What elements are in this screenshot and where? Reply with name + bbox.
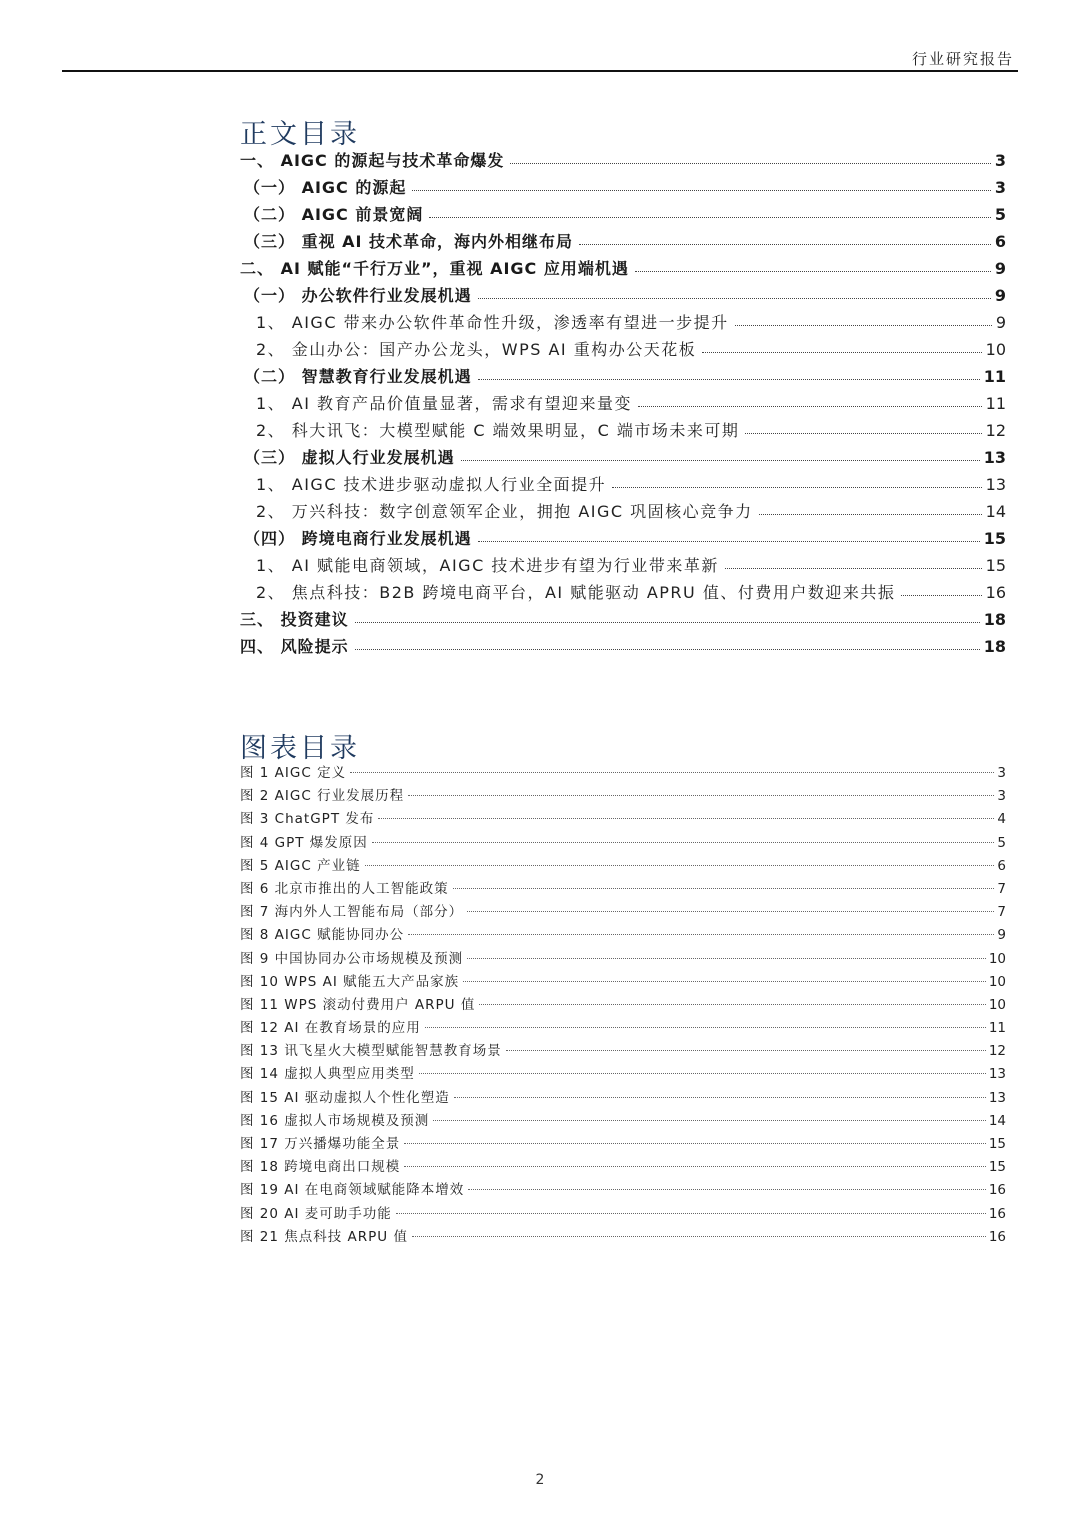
toc-entry-page: 3	[994, 151, 1006, 170]
figure-entry-page: 7	[997, 904, 1006, 921]
figure-entry[interactable]	[240, 1016, 1006, 1039]
toc-entry-label: （三） 重视 AI 技术革命，海内外相继布局	[244, 232, 574, 251]
toc-entry-page: 18	[983, 610, 1006, 629]
toc-entry[interactable]	[240, 283, 1006, 310]
dot-leader	[612, 486, 982, 488]
dot-leader	[467, 958, 986, 959]
toc-entry[interactable]	[240, 310, 1006, 337]
toc-entry-page: 9	[994, 286, 1006, 305]
dot-leader	[635, 270, 991, 272]
toc-entry-label: 一、 AIGC 的源起与技术革命爆发	[240, 151, 505, 170]
figure-entry-page: 15	[988, 1136, 1006, 1152]
figure-entry-page: 16	[988, 1182, 1006, 1199]
toc-entry-label: 2、 万兴科技：数字创意领军企业，拥抱 AIGC 巩固核心竞争力	[256, 502, 753, 521]
toc-entry[interactable]	[240, 148, 1006, 175]
figure-entry-label: 图 4 GPT 爆发原因	[240, 834, 368, 851]
figure-entry-page: 13	[988, 1066, 1006, 1083]
dot-leader	[735, 324, 992, 326]
dot-leader	[355, 621, 980, 623]
figure-entry[interactable]	[240, 1202, 1006, 1225]
toc-entry-label: 1、 AI 教育产品价值量显著，需求有望迎来量变	[256, 394, 633, 413]
figure-entry[interactable]	[240, 1178, 1006, 1201]
figure-entry-page: 13	[988, 1089, 1006, 1106]
contents-title: 正文目录	[240, 119, 360, 150]
figure-entry-label: 图 3 ChatGPT 发布	[240, 811, 375, 828]
figure-entry[interactable]	[240, 854, 1006, 877]
toc-entry-label: （四） 跨境电商行业发展机遇	[244, 529, 472, 548]
toc-entry[interactable]	[240, 499, 1006, 526]
toc-entry-label: 2、 焦点科技：B2B 跨境电商平台，AI 赋能驱动 APRU 值、付费用户数迎来共振	[256, 583, 896, 602]
figure-entry-page: 16	[988, 1228, 1006, 1245]
toc-entry[interactable]	[240, 175, 1006, 202]
toc-entry[interactable]	[240, 445, 1006, 472]
dot-leader	[454, 1097, 986, 1098]
figure-entry-label: 图 16 虚拟人市场规模及预测	[240, 1112, 430, 1129]
header-divider	[62, 70, 1018, 72]
toc-entry-page: 6	[994, 232, 1006, 251]
toc-entry[interactable]	[240, 472, 1006, 499]
figure-entry-label: 图 9 中国协同办公市场规模及预测	[240, 950, 464, 967]
figure-entry-page: 6	[997, 857, 1006, 874]
toc-entry-page: 15	[985, 556, 1006, 575]
toc-entry-label: （一） 办公软件行业发展机遇	[244, 286, 472, 305]
toc-entry[interactable]	[240, 526, 1006, 553]
figure-entry-label: 图 6 北京市推出的人工智能政策	[240, 880, 449, 897]
toc-entry[interactable]	[240, 607, 1006, 634]
toc-entry-page: 9	[995, 313, 1006, 332]
figures-title: 图表目录	[240, 733, 360, 764]
dot-leader	[506, 1050, 986, 1051]
toc-entry-label: （二） 智慧教育行业发展机遇	[244, 367, 472, 386]
figure-entry-label: 图 1 AIGC 定义	[240, 765, 347, 781]
toc-entry[interactable]	[240, 256, 1006, 283]
figure-entry[interactable]	[240, 807, 1006, 830]
figure-entry-label: 图 12 AI 在教育场景的应用	[240, 1020, 421, 1037]
dot-leader	[404, 1143, 986, 1144]
page-number: 2	[535, 1472, 545, 1488]
dot-leader	[408, 795, 994, 796]
dot-leader	[467, 911, 994, 912]
dot-leader	[463, 981, 986, 982]
dot-leader	[372, 842, 995, 843]
figure-entry-page: 14	[988, 1112, 1006, 1129]
toc-entry-page: 11	[983, 367, 1006, 386]
figure-entry-label: 图 11 WPS 滚动付费用户 ARPU 值	[240, 996, 476, 1013]
toc-entry-page: 11	[985, 394, 1006, 413]
figure-entry-page: 10	[988, 950, 1006, 967]
toc-entry-page: 15	[983, 529, 1006, 548]
dot-leader	[396, 1213, 986, 1214]
toc-entry[interactable]	[240, 580, 1006, 607]
toc-entry-label: 二、 AI 赋能“千行万业”，重视 AIGC 应用端机遇	[240, 259, 629, 278]
figure-entry-page: 16	[988, 1205, 1006, 1222]
figure-entry-page: 9	[997, 927, 1006, 944]
figure-entry-label: 图 7 海内外人工智能布局（部分）	[240, 904, 464, 921]
figure-entry[interactable]	[240, 877, 1006, 900]
toc-entry[interactable]	[240, 634, 1006, 661]
toc-entry-page: 13	[985, 475, 1006, 494]
figure-entry-page: 3	[997, 765, 1006, 781]
toc-entry-page: 13	[983, 448, 1006, 467]
figure-entry[interactable]	[240, 784, 1006, 807]
toc-entry-label: （三） 虚拟人行业发展机遇	[244, 448, 455, 467]
toc-entry-page: 3	[994, 178, 1006, 197]
dot-leader	[378, 818, 994, 819]
figure-entry-page: 15	[988, 1159, 1006, 1176]
toc-entry-page: 18	[983, 637, 1006, 656]
figure-entry[interactable]	[240, 1132, 1006, 1155]
dot-leader	[412, 1236, 986, 1237]
figure-entry[interactable]	[240, 1086, 1006, 1109]
figure-entry[interactable]	[240, 900, 1006, 923]
figure-entry-page: 3	[997, 788, 1006, 805]
figure-entry-label: 图 5 AIGC 产业链	[240, 857, 361, 874]
dot-leader	[425, 1027, 986, 1028]
figure-entry-label: 图 15 AI 驱动虚拟人个性化塑造	[240, 1089, 450, 1106]
figure-entry-page: 10	[988, 996, 1006, 1013]
dot-leader	[702, 351, 981, 353]
figure-entry-label: 图 21 焦点科技 ARPU 值	[240, 1228, 408, 1245]
figure-entry-label: 图 10 WPS AI 赋能五大产品家族	[240, 973, 460, 990]
dot-leader	[579, 243, 991, 245]
dot-leader	[429, 216, 991, 218]
figure-entry[interactable]	[240, 761, 1006, 784]
figure-entry-label: 图 13 讯飞星火大模型赋能智慧教育场景	[240, 1043, 502, 1060]
figure-entry-page: 4	[997, 811, 1006, 828]
figure-entry[interactable]	[240, 947, 1006, 970]
toc-entry-page: 14	[985, 502, 1006, 521]
figure-entry-label: 图 20 AI 麦可助手功能	[240, 1205, 392, 1222]
dot-leader	[404, 1166, 986, 1167]
figure-entry[interactable]	[240, 970, 1006, 993]
toc-entry-page: 10	[985, 340, 1006, 359]
figure-entry[interactable]	[240, 1155, 1006, 1178]
dot-leader	[745, 432, 981, 434]
figure-entry-label: 图 14 虚拟人典型应用类型	[240, 1066, 415, 1083]
figure-entry-label: 图 8 AIGC 赋能协同办公	[240, 927, 405, 944]
figure-entry[interactable]	[240, 831, 1006, 854]
dot-leader	[478, 378, 980, 380]
toc-entry-label: 2、 金山办公：国产办公龙头，WPS AI 重构办公天花板	[256, 340, 697, 359]
toc-entry-page: 12	[985, 421, 1006, 440]
dot-leader	[355, 648, 980, 650]
dot-leader	[638, 405, 982, 407]
toc-entry-label: （二） AIGC 前景宽阔	[244, 205, 424, 224]
toc-entry-label: （一） AIGC 的源起	[244, 178, 407, 197]
dot-leader	[468, 1189, 986, 1190]
dot-leader	[478, 540, 980, 542]
toc-entry-label: 四、 风险提示	[240, 637, 349, 656]
dot-leader	[365, 865, 995, 866]
dot-leader	[510, 162, 991, 164]
figure-entry-page: 7	[997, 880, 1006, 897]
toc-entry[interactable]	[240, 391, 1006, 418]
dot-leader	[412, 189, 991, 191]
figure-entry[interactable]	[240, 1225, 1006, 1248]
figure-entry-label: 图 2 AIGC 行业发展历程	[240, 788, 405, 805]
report-type-label: 行业研究报告	[911, 50, 1014, 68]
figure-entry[interactable]	[240, 1109, 1006, 1132]
figure-entry-page: 5	[997, 834, 1006, 851]
contents-list	[240, 148, 1006, 661]
dot-leader	[479, 1004, 985, 1005]
toc-entry[interactable]	[240, 364, 1006, 391]
figure-entry-label: 图 17 万兴播爆功能全景	[240, 1136, 401, 1152]
toc-entry-label: 三、 投资建议	[240, 610, 349, 629]
figure-entry-label: 图 18 跨境电商出口规模	[240, 1159, 401, 1176]
figure-entry-page: 10	[988, 973, 1006, 990]
toc-entry-label: 1、 AIGC 带来办公软件革命性升级，渗透率有望进一步提升	[256, 313, 729, 332]
figure-entry-page: 12	[988, 1043, 1006, 1060]
figure-entry[interactable]	[240, 1039, 1006, 1062]
figure-entry[interactable]	[240, 923, 1006, 946]
figure-entry-page: 11	[988, 1020, 1006, 1037]
dot-leader	[453, 888, 995, 889]
toc-entry-page: 5	[994, 205, 1006, 224]
dot-leader	[901, 594, 981, 596]
dot-leader	[350, 772, 994, 773]
figure-entry[interactable]	[240, 1062, 1006, 1085]
toc-entry[interactable]	[240, 337, 1006, 364]
toc-entry-page: 9	[994, 259, 1006, 278]
figure-entry[interactable]	[240, 993, 1006, 1016]
toc-entry[interactable]	[240, 418, 1006, 445]
figure-entry-label: 图 19 AI 在电商领域赋能降本增效	[240, 1182, 465, 1199]
dot-leader	[478, 297, 991, 299]
toc-entry-label: 1、 AIGC 技术进步驱动虚拟人行业全面提升	[256, 475, 607, 494]
toc-entry[interactable]	[240, 202, 1006, 229]
dot-leader	[419, 1073, 986, 1074]
dot-leader	[725, 567, 982, 569]
toc-entry[interactable]	[240, 229, 1006, 256]
figures-list	[240, 761, 1006, 1248]
toc-entry-page: 16	[985, 583, 1006, 602]
toc-entry-label: 2、 科大讯飞：大模型赋能 C 端效果明显，C 端市场未来可期	[256, 421, 740, 440]
dot-leader	[461, 459, 980, 461]
toc-entry-label: 1、 AI 赋能电商领域，AIGC 技术进步有望为行业带来革新	[256, 556, 719, 575]
dot-leader	[408, 934, 994, 935]
dot-leader	[759, 513, 982, 515]
dot-leader	[433, 1120, 986, 1121]
toc-entry[interactable]	[240, 553, 1006, 580]
